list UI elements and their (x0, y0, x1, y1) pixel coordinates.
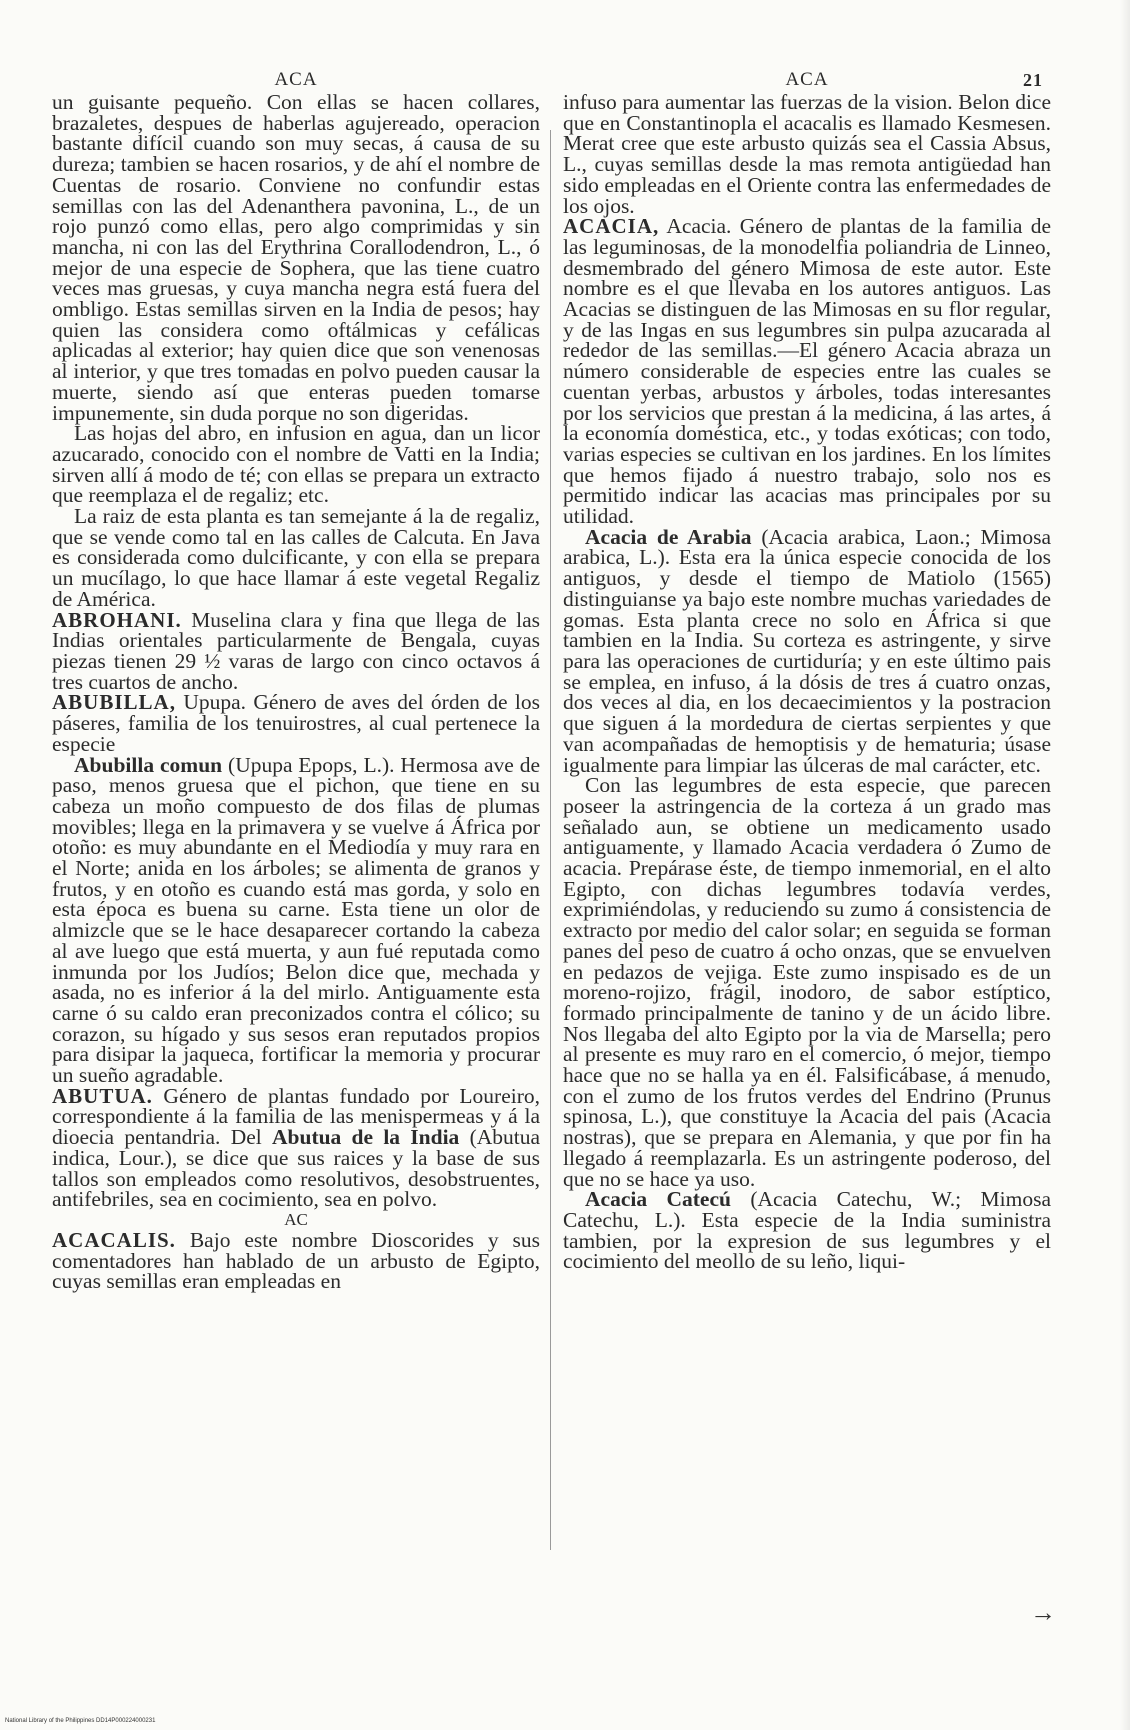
headword-abubilla-comun: Abubilla comun (74, 752, 223, 777)
running-head-right: ACA (785, 69, 829, 90)
acacia-legumes-paragraph: Con las legumbres de esta especie, que parecen poseer la astringencia de la corteza á un grado mas señalado aun, se obtiene un medicamento usado antiguamente, y llamado Acacia verdadera ó Zumo de acacia. Prepárase éste, de tiempo inmemorial, en el alto Egipto, con dichas legumbres todavía verdes, exprimiéndolas, y reduciendo su zumo á consistencia de extracto por medio del calor solar; en seguida se forman panes del peso de cuatro á ocho onzas, que se envuelven en pedazos de vejiga. Este zumo inspisado es de un moreno-rojizo, frágil, inodoro, de sabor estíptico, formado principalmente de tanino y de un ácido libre. Nos llegaba del alto Egipto por la via de Marsella; pero al presente es muy raro en el comercio, ó mejor, tiempo hace que no se halla ya en él. Falsificábase, á menudo, con el zumo de los frutos verdes del Endrino (Prunus spinosa, L.), que constituye la Acacia del pais (Acacia nostras), que se prepara en Alemania, y que por fin ha llegado á reemplazarla. Es un astringente poderoso, del que no se hace ya uso. (563, 773, 1051, 1191)
headword-abutua: ABUTUA. (52, 1083, 153, 1108)
entry-abubilla-text: Upupa. Género de aves del órden de los páseres, familia de los tenuirostres, al cual pertenece la especie (52, 690, 540, 756)
headword-acacia-catecu: Acacia Catecú (585, 1187, 731, 1212)
headword-acacalis: ACACALIS. (52, 1227, 176, 1252)
scan-footer: National Library of the Philippines DD14P000224000231 (5, 1718, 156, 1724)
headword-abrohani: ABROHANI. (52, 607, 182, 632)
abro-leaves-paragraph: Las hojas del abro, en infusion en agua, dan un licor azucarado, conocido con el nombre de Vatti en la India; sirven allí á modo de té; con ellas se prepara un extracto que reemplaza el de regaliz; etc. (52, 421, 540, 508)
running-head-right-block (563, 70, 1051, 90)
right-column (563, 70, 1051, 1272)
entry-acacia-catecu (563, 1189, 1051, 1272)
entry-acacia-catecu-text: (Acacia Catechu, W.; Mimosa Catechu, L.). Esta especie de la India suministra tambien, por la expresion de sus legumbres y el cocimiento del meollo de su leño, liqui- (563, 1187, 1051, 1274)
entry-abubilla (52, 692, 540, 754)
left-column (52, 70, 540, 1292)
running-head-left: ACA (274, 69, 318, 90)
entry-acacalis-text: Bajo este nombre Dioscorides y sus comentadores han hablado de un arbusto de Egipto, cuyas semillas eran empleadas en (52, 1227, 540, 1294)
abro-root-paragraph: La raiz de esta planta es tan semejante á la de regaliz, que se vende como tal en las calles de Calcuta. En Java es considerada como dulcificante, y con ella se prepara un mucílago, lo que hace llamar á este vegetal Regaliz de América. (52, 504, 540, 611)
entry-abubilla-comun-text: (Upupa Epops, L.). Hermosa ave de paso, menos gruesa que el pichon, que tiene en su cabeza un moño compuesto de dos filas de plumas movibles; llega en la primavera y se vuelve á África por otoño: es muy abundante en el Mediodía y muy rara en el Norte; anida en los árboles; se alimenta de granos y frutos, y en otoño es cuando está mas gorda, y solo en esta época es buena su carne. Esta tiene un olor de almizcle que se le hace desaparecer cortando la cabeza al ave luego que está muerta, y aun fué reputada como inmunda por los Judíos; Belon dice que, mechada y asada, no es inferior á la del mirlo. Antiguamente esta carne ó su caldo eran preconizados contra el cólico; su corazon, su hígado y sus sesos eran reputados propios para disipar la jaqueca, fortificar la memoria y procurar un sueño agradable. (52, 752, 541, 1088)
entry-continuation-paragraph: un guisante pequeño. Con ellas se hacen collares, brazaletes, despues de haberlas agujereado, operacion bastante difícil cuando son muy secas, á causa de su dureza; tambien se hacen rosarios, y de ahí el nombre de Cuentas de rosario. Conviene no confundir estas semillas con las del Adenanthera pavonina, L., de un rojo punzó como ellas, pero algo comprimidas y sin mancha, ni con las del Erythrina Corallodendron, L., ó mejor de una especie de Sophera, que las tiene cuatro veces mas gruesas, y cuya mancha negra está fuera del ombligo. Estas semillas sirven en la India de pesos; hay quien las considera como oftálmicas y cefálicas aplicadas al exterior; hay quien dice que son venenosas al interior, y que tres tomadas en polvo pueden causar la muerte, siendo así que enteras pueden tomarse impunemente, sin duda porque no son digeridas. (52, 90, 540, 425)
section-heading-ac: AC (284, 1209, 308, 1229)
column-divider (550, 130, 551, 1550)
entry-acacia-text: Acacia. Género de plantas de la familia de las leguminosas, de la monodelfia poliandria de Linneo, desmembrado del género Mimosa de este autor. Este nombre es el que llevaba en los autores antiguos. Las Acacias se distinguen de las Mimosas en su flor regular, y de las Ingas en sus legumbres sin pulpa azucarada al rededor de las semillas.—El género Acacia abraza un número considerable de especies entre las cuales se cuentan yerbas, arbustos y árboles, todas interesantes por los servicios que prestan á la medicina, á las artes, á la economía doméstica, etc., y todas exóticas; con todo, varias especies se cultivan en los jardines. En los límites que hemos fijado á nuestro trabajo, solo nos es permitido indicar las acacias mas principales por su utilidad. (563, 214, 1051, 529)
entry-acacia (563, 216, 1051, 527)
entry-abutua-india-text: (Abutua indica, Lour.), se dice que sus raices y la base de sus tallos son empleados como resolutivos, desobstruentes, antifebriles, sea en cocimiento, sea en polvo. (52, 1125, 541, 1212)
headword-acacia-arabia: Acacia de Arabia (585, 524, 752, 549)
entry-abrohani (52, 607, 540, 694)
page-edge-shadow (1120, 0, 1130, 1730)
entry-acacia-arabia-text: (Acacia arabica, Laon.; Mimosa arabica, L.). Esta era la única especie conocida de los antiguos, y desde el tiempo de Matiolo (1565) distinguianse ya bajo este nombre muchas variedades de gomas. Esta planta crece no solo en África si que tambien en la India. Su corteza es astringente, y sirve para las operaciones de curtiduría; y en este último pais se emplea, en infuso, á la dósis de tres á cuatro onzas, dos veces al dia, en los decaecimientos y la postracion que siguen á la mordedura de ciertas serpientes y que van acompañadas de hemoptisis y de hematuria; úsase igualmente para limpiar las úlceras de mal carácter, etc. (563, 524, 1051, 777)
entry-abrohani-text: Muselina clara y fina que llega de las Indias orientales particularmente de Bengala, cuyas piezas tienen 29 ½ varas de largo con cinco octavos á tres cuartos de ancho. (52, 607, 540, 694)
headword-abubilla: ABUBILLA, (52, 690, 176, 715)
headword-abutua-india: Abutua de la India (272, 1125, 460, 1150)
entry-abutua (52, 1083, 541, 1212)
headword-acacia: ACACIA, (563, 214, 660, 239)
acacalis-continuation-paragraph: infuso para aumentar las fuerzas de la vision. Belon dice que en Constantinopla el acacalis es llamado Kesmesen. Merat cree que este arbusto quizás sea el Cassia Absus, L., cuyas semillas desde la mas remota antigüedad han sido empleadas en el Oriente contra las enfermedades de los ojos. (563, 90, 1051, 218)
entry-acacia-arabia (563, 524, 1051, 777)
page-number: 21 (1023, 70, 1043, 90)
margin-mark: → (1030, 1598, 1056, 1627)
entry-acacalis (52, 1227, 540, 1294)
entry-abubilla-comun (52, 752, 541, 1088)
entry-abutua-text: Género de plantas fundado por Loureiro, correspondiente á la familia de las menispermeas y á la dioecia pentandria. Del (52, 1083, 540, 1150)
